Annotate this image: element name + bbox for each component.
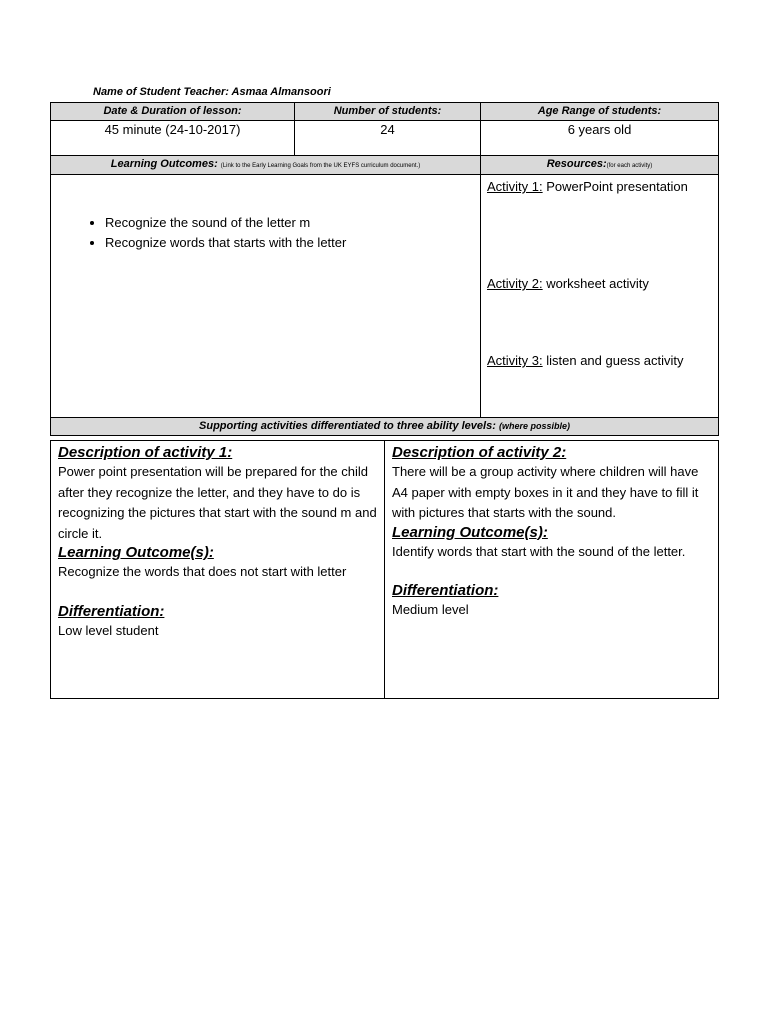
activity-1-title: Description of activity 1: bbox=[58, 444, 233, 461]
date-value: 45 minute (24-10-2017) bbox=[104, 122, 241, 137]
outcomes-list bbox=[51, 215, 480, 251]
age-value: 6 years old bbox=[567, 122, 632, 137]
activity-2-diff-title: Differentiation: bbox=[392, 582, 499, 599]
activity-1-cell bbox=[51, 441, 385, 699]
date-cell bbox=[51, 121, 295, 156]
activity-2-title: Description of activity 2: bbox=[392, 444, 567, 461]
activity-1-outcome: Recognize the words that does not start with letter bbox=[58, 564, 347, 579]
students-value: 24 bbox=[380, 122, 395, 137]
activity-1-diff-title: Differentiation: bbox=[58, 602, 165, 620]
outcomes-header-note: (Link to the Early Learning Goals from the UK EYFS curriculum document.) bbox=[220, 163, 421, 169]
activity-2-description: There will be a group activity where children will have A4 paper with empty boxes in it and they have to fill it with pictures that starts with the sound. bbox=[392, 464, 699, 520]
students-header: Number of students: bbox=[295, 103, 481, 121]
age-header: Age Range of students: bbox=[481, 103, 719, 121]
supporting-header bbox=[51, 418, 719, 436]
resources-header-note: (for each activity) bbox=[606, 163, 653, 169]
outcomes-header-label: Learning Outcomes: bbox=[110, 158, 218, 170]
resource-label: Activity 1: bbox=[487, 179, 543, 194]
lesson-info-table bbox=[50, 102, 719, 436]
resource-label: Activity 3: bbox=[487, 353, 543, 368]
activity-2-cell bbox=[385, 441, 719, 699]
activity-1-description: Power point presentation will be prepared for the child after they recognize the letter, and they have to do is recognizing the pictures that start with the sound m and circle it. bbox=[58, 464, 377, 541]
activity-1-outcome-title: Learning Outcome(s): bbox=[58, 544, 214, 561]
outcomes-cell bbox=[51, 175, 481, 418]
activity-2-diff: Medium level bbox=[392, 602, 469, 617]
resource-activity-1 bbox=[487, 177, 712, 274]
resource-text: PowerPoint presentation bbox=[542, 179, 688, 194]
outcome-item: • Recognize words that starts with the letter bbox=[105, 235, 480, 251]
resources-header bbox=[481, 156, 719, 175]
outcome-item: • Recognize the sound of the letter m bbox=[105, 215, 480, 231]
resource-label: Activity 2: bbox=[487, 276, 543, 291]
date-header: Date & Duration of lesson: bbox=[51, 103, 295, 121]
resources-cell bbox=[481, 175, 719, 418]
age-cell bbox=[481, 121, 719, 156]
resource-text: worksheet activity bbox=[542, 276, 649, 291]
resources-header-label: Resources: bbox=[546, 158, 607, 170]
activity-1-diff: Low level student bbox=[58, 622, 159, 638]
resource-text: listen and guess activity bbox=[542, 353, 684, 368]
activity-2-outcome-title: Learning Outcome(s): bbox=[392, 523, 548, 541]
outcomes-header bbox=[51, 156, 481, 175]
activity-2-outcome: Identify words that start with the sound of the letter. bbox=[392, 543, 686, 559]
resource-activity-3 bbox=[487, 351, 712, 371]
resource-activity-2 bbox=[487, 274, 712, 351]
supporting-header-label: Supporting activities differentiated to three ability levels: bbox=[199, 420, 496, 432]
activities-table bbox=[50, 440, 719, 699]
supporting-header-note: (where possible) bbox=[498, 421, 570, 431]
teacher-name: Name of Student Teacher: Asmaa Almansoori bbox=[93, 86, 331, 98]
students-cell bbox=[295, 121, 481, 156]
